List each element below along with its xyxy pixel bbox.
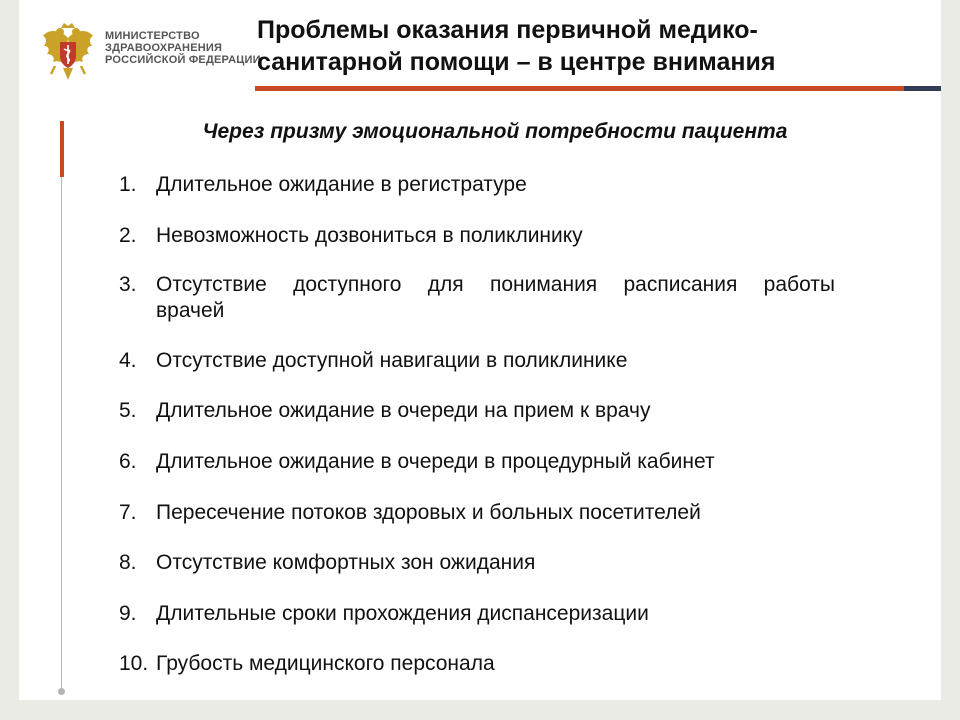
slide-title-line-1: Проблемы оказания первичной медико-	[257, 16, 758, 44]
slide-title	[257, 14, 917, 78]
list-item-number: 8.	[119, 551, 137, 574]
ministry-line-2: ЗДРАВООХРАНЕНИЯ	[105, 42, 223, 54]
list-item-number: 10.	[119, 652, 149, 675]
list-item-text: Длительные сроки прохождения диспансеризации	[156, 602, 649, 625]
list-item-text: Грубость медицинского персонала	[156, 652, 495, 675]
vertical-divider-dot	[58, 688, 65, 695]
list-item-text: Длительное ожидание в очереди в процедурный кабинет	[156, 450, 715, 473]
ministry-line-3: РОССИЙСКОЙ ФЕДЕРАЦИИ	[105, 54, 261, 66]
list-item-text: Отсутствие комфортных зон ожидания	[156, 551, 536, 574]
list-item-text: Длительное ожидание в регистратуре	[156, 173, 527, 196]
list-item-text-line-2: врачей	[156, 299, 225, 322]
double-headed-eagle-emblem-icon	[41, 22, 95, 84]
ministry-line-1: МИНИСТЕРСТВО	[105, 30, 200, 42]
list-item-text-line-1: Отсутствие доступного для понимания расписания работы	[156, 273, 835, 296]
title-underline-dark	[904, 86, 941, 91]
list-item-number: 7.	[119, 501, 137, 524]
list-item-number: 4.	[119, 349, 137, 372]
list-item-number: 3.	[119, 273, 137, 296]
ministry-name	[105, 30, 261, 66]
list-item-number: 2.	[119, 224, 137, 247]
section-subtitle: Через призму эмоциональной потребности пациента	[202, 120, 788, 143]
list-item-number: 6.	[119, 450, 137, 473]
slide	[19, 0, 941, 700]
title-underline-accent	[255, 86, 922, 91]
list-item-number: 9.	[119, 602, 137, 625]
list-item-number: 5.	[119, 399, 137, 422]
list-item-text: Невозможность дозвониться в поликлинику	[156, 224, 583, 247]
list-item-text: Отсутствие доступной навигации в поликлинике	[156, 349, 628, 372]
slide-title-line-2: санитарной помощи – в центре внимания	[257, 48, 776, 76]
list-item-text: Пересечение потоков здоровых и больных посетителей	[156, 501, 701, 524]
vertical-divider-line	[61, 177, 62, 690]
list-item-text: Длительное ожидание в очереди на прием к врачу	[156, 399, 651, 422]
vertical-accent-bar	[60, 121, 64, 177]
list-item-number: 1.	[119, 173, 137, 196]
